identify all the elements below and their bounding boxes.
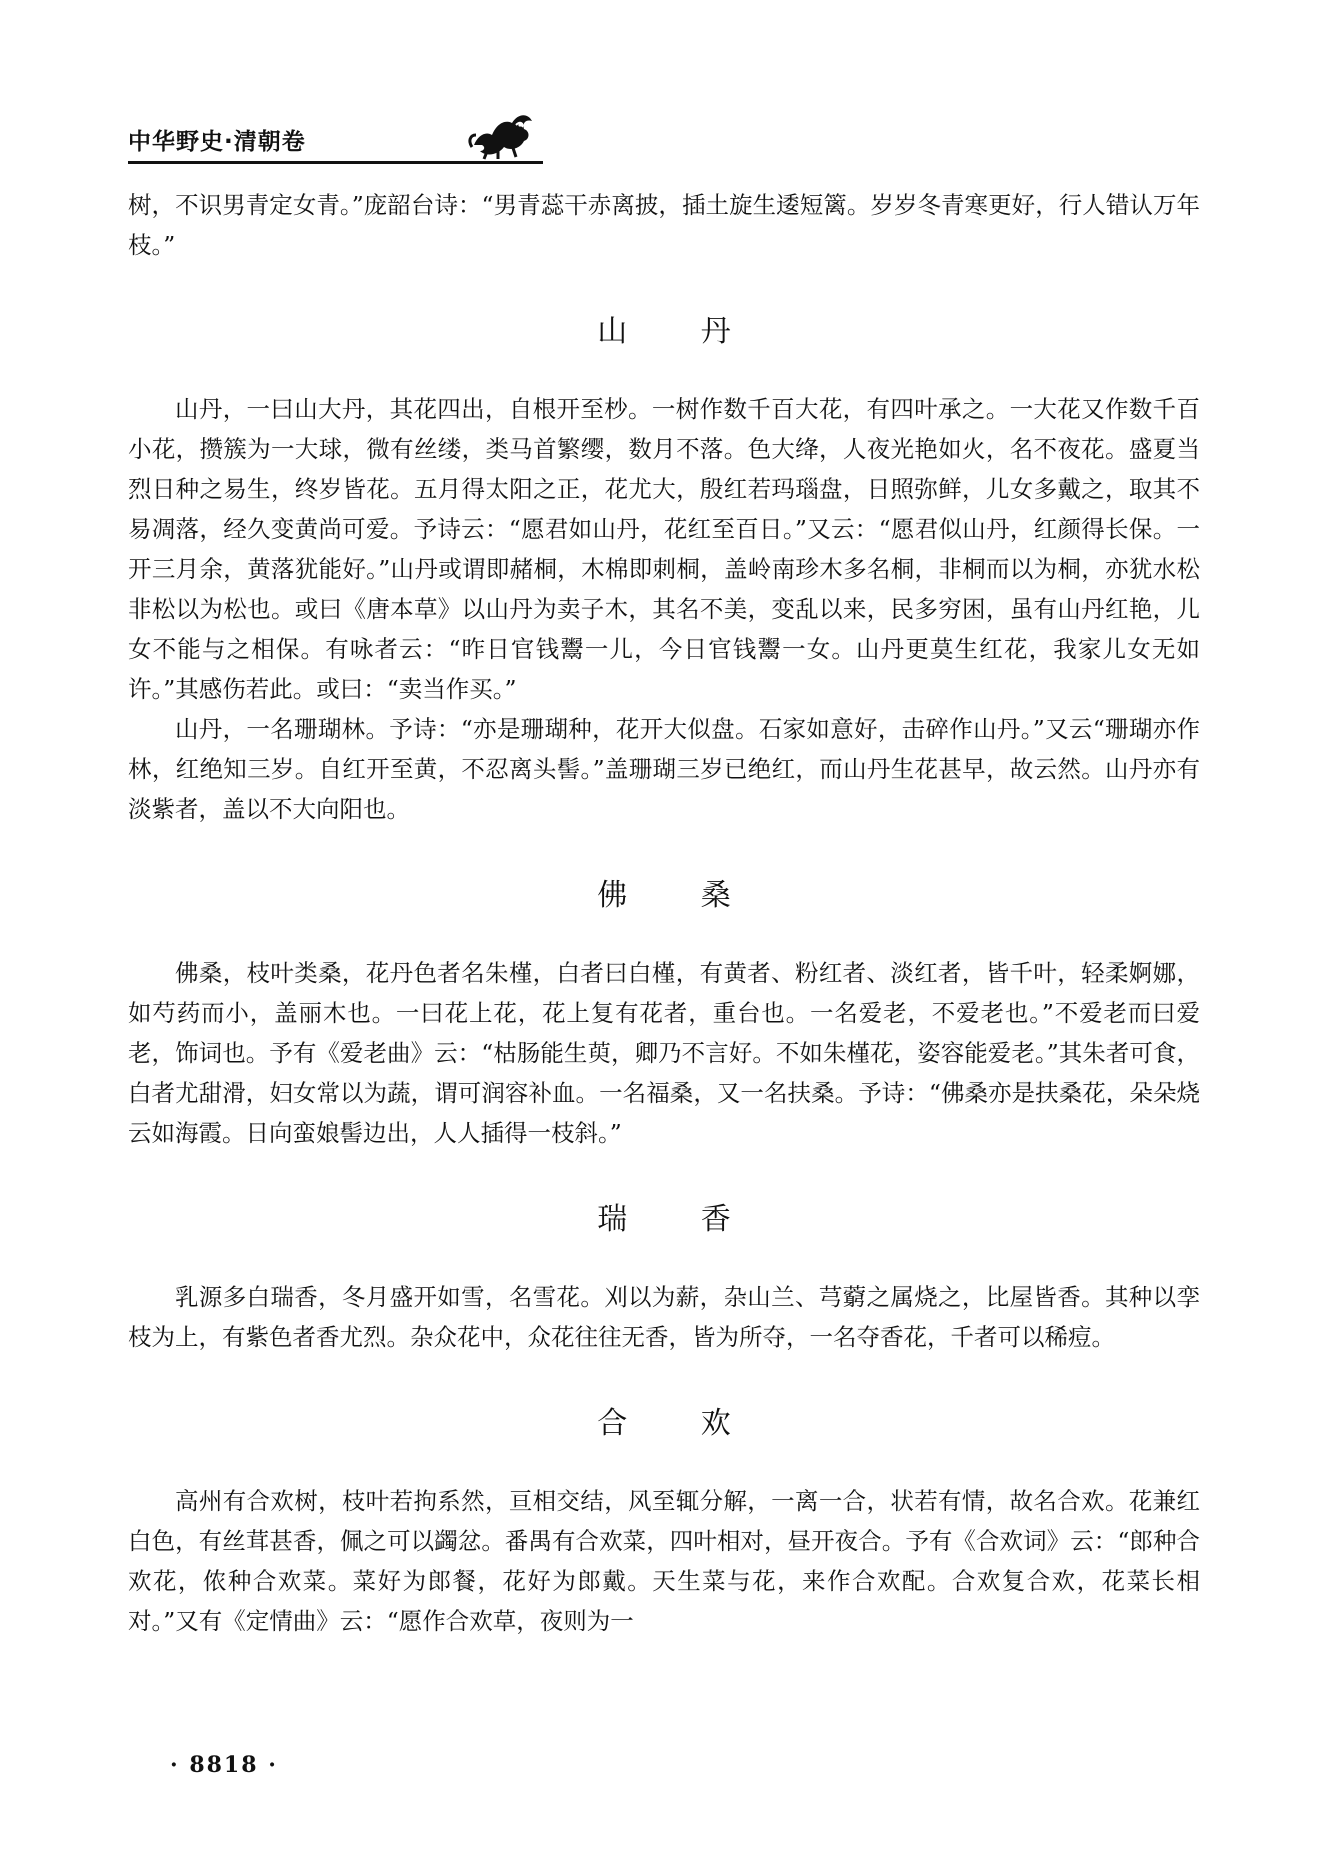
header-rule [128, 161, 543, 164]
section-title: 山 丹 [597, 314, 763, 349]
section-shandan [128, 312, 1200, 829]
section-title: 瑞 香 [597, 1202, 763, 1237]
page-number: · 8818 · [170, 1752, 278, 1778]
paragraph: 山丹，一曰山大丹，其花四出，自根开至杪。一树作数千百大花，有四叶承之。一大花又作数千百小花，攒簇为一大球，微有丝缕，类马首繁缨，数月不落。色大绛，人夜光艳如火，名不夜花。盛夏当烈日种之易生，终岁皆花。五月得太阳之正，花尤大，殷红若玛瑙盘，日照弥鲜，儿女多戴之，取其不易凋落，经久变黄尚可爱。予诗云：“愿君如山丹，花红至百日。”又云：“愿君似山丹，红颜得长保。一开三月余，黄落犹能好。”山丹或谓即赭桐，木棉即刺桐，盖岭南珍木多名桐，非桐而以为桐，亦犹水松非松以为松也。或曰《唐本草》以山丹为卖子木，其名不美，变乱以来，民多穷困，虽有山丹红艳，儿女不能与之相保。有咏者云：“昨日官钱鬻一儿，今日官钱鬻一女。山丹更莫生红花，我家儿女无如许。”其感伤若此。或曰：“卖当作买。” [128, 395, 1200, 703]
section-fosang [128, 876, 1200, 1153]
book-title: 中华野史·清朝卷 [128, 129, 306, 155]
paragraph: 乳源多白瑞香，冬月盛开如雪，名雪花。刈以为薪，杂山兰、芎藭之属烧之，比屋皆香。其种以孪枝为上，有紫色者香尤烈。杂众花中，众花往往无香，皆为所夺，一名夺香花，千者可以稀痘。 [128, 1283, 1200, 1351]
section-hehuan [128, 1404, 1200, 1641]
paragraph: 高州有合欢树，枝叶若拘系然，亘相交结，风至辄分解，一离一合，状若有情，故名合欢。花兼红白色，有丝茸甚香，佩之可以蠲忿。番禺有合欢菜，四叶相对，昼开夜合。予有《合欢词》云：“郎种合欢花，侬种合欢菜。菜好为郎餐，花好为郎戴。天生菜与花，来作合欢配。合欢复合欢，花菜长相对。”又有《定情曲》云：“愿作合欢草，夜则为一 [128, 1487, 1200, 1635]
page-content [128, 185, 1200, 1641]
section-title: 合 欢 [597, 1406, 763, 1441]
section-ruixiang [128, 1200, 1200, 1357]
running-header [128, 105, 543, 165]
dragon-icon [468, 105, 538, 161]
section-title: 佛 桑 [597, 878, 763, 913]
paragraph: 佛桑，枝叶类桑，花丹色者名朱槿，白者曰白槿，有黄者、粉红者、淡红者，皆千叶，轻柔婀娜，如芍药而小，盖丽木也。一曰花上花，花上复有花者，重台也。一名爱老，不爱老也。”不爱老而曰爱老，饰词也。予有《爱老曲》云：“枯肠能生萸，卿乃不言好。不如朱槿花，姿容能爱老。”其朱者可食，白者尤甜滑，妇女常以为蔬，谓可润容补血。一名福桑，又一名扶桑。予诗：“佛桑亦是扶桑花，朵朵烧云如海霞。日向蛮娘髻边出，人人插得一枝斜。” [128, 959, 1200, 1147]
intro-paragraph: 树，不识男青定女青。”庞韶台诗：“男青蕊干赤离披，插土旋生逶短篱。岁岁冬青寒更好，行人错认万年枝。” [128, 191, 1200, 259]
paragraph: 山丹，一名珊瑚林。予诗：“亦是珊瑚种，花开大似盘。石家如意好，击碎作山丹。”又云“珊瑚亦作林，红绝知三岁。自红开至黄，不忍离头髻。”盖珊瑚三岁已绝红，而山丹生花甚早，故云然。山丹亦有淡紫者，盖以不大向阳也。 [128, 715, 1200, 823]
